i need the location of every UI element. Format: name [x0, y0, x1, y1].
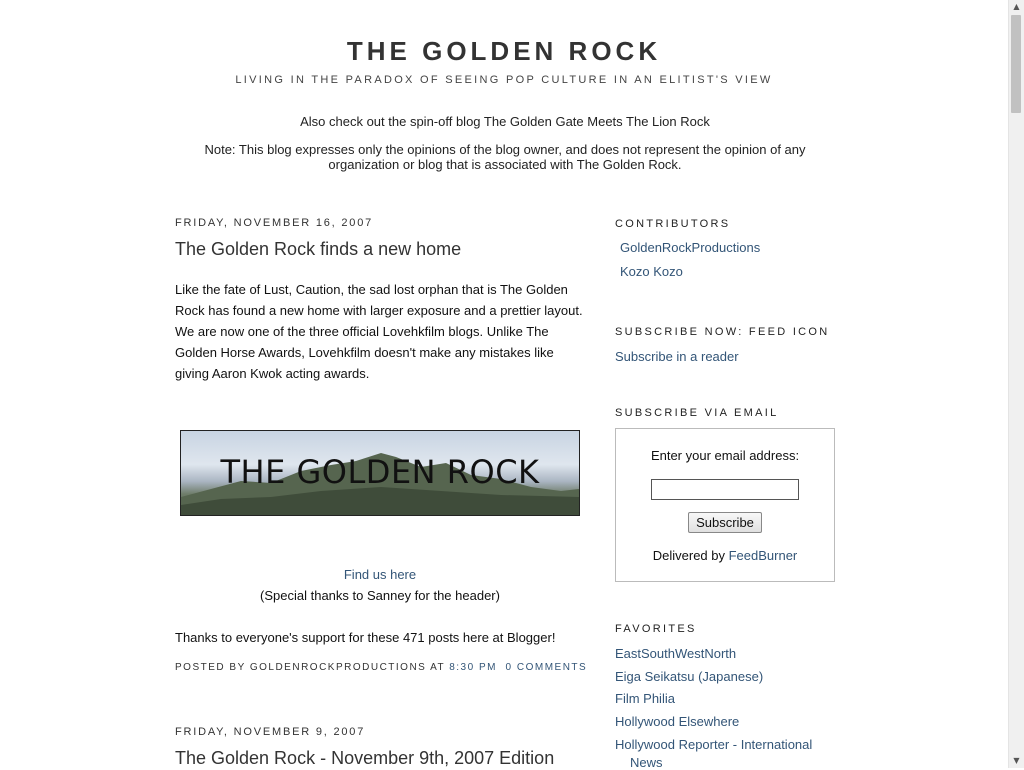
blog-description: LIVING IN THE PARADOX OF SEEING POP CULTURE IN AN ELITIST'S VIEW	[235, 74, 773, 86]
vertical-scrollbar[interactable]	[1008, 0, 1024, 768]
favorite-link[interactable]: Hollywood Elsewhere	[615, 714, 740, 729]
favorite-link-continued[interactable]: News	[630, 755, 663, 770]
spinoff-line	[0, 114, 1010, 129]
scrollbar-thumb[interactable]	[1011, 15, 1021, 113]
post-footer	[175, 662, 587, 673]
arrow-up-icon[interactable]: ▲	[1013, 2, 1020, 11]
header-banner-image	[180, 430, 580, 516]
post-title-2[interactable]: The Golden Rock - November 9th, 2007 Edition	[175, 748, 555, 768]
feed-heading: SUBSCRIBE NOW: FEED ICON	[615, 326, 830, 338]
post-body: Like the fate of Lust, Caution, the sad lost orphan that is The Golden Rock has found a new home with larger exposure and a prettier layout. We are now one of the three official Lovehkfilm blogs. Unlike The Golden Horse Awards, Lovehkfilm doesn't make any mistakes like giving Aaron Kwok acting awards.	[175, 282, 583, 381]
post-date-header-2: FRIDAY, NOVEMBER 9, 2007	[175, 726, 366, 738]
favorite-link[interactable]: Film Philia	[615, 691, 675, 706]
disclaimer-note: Note: This blog expresses only the opinions of the blog owner, and does not represent the opinion of any organization or blog that is associated with The Golden Rock.	[204, 142, 806, 172]
contributor-link[interactable]: GoldenRockProductions	[620, 240, 761, 255]
spinoff-prefix: Also check out the spin-off blog	[300, 114, 484, 129]
email-heading: SUBSCRIBE VIA EMAIL	[615, 407, 779, 419]
email-subscribe-form	[615, 428, 835, 582]
post-date-header: FRIDAY, NOVEMBER 16, 2007	[175, 217, 374, 229]
favorite-link[interactable]: Eiga Seikatsu (Japanese)	[615, 669, 764, 684]
thanks-posts: Thanks to everyone's support for these 471 posts here at Blogger!	[175, 630, 556, 645]
favorite-link[interactable]: Hollywood Reporter - International	[615, 737, 813, 752]
contributor-link[interactable]: Kozo Kozo	[620, 264, 683, 279]
delivered-by	[616, 548, 834, 563]
favorite-link[interactable]: EastSouthWestNorth	[615, 646, 737, 661]
post-time-link[interactable]: 8:30 PM	[449, 662, 497, 673]
arrow-down-icon[interactable]: ▼	[1013, 756, 1020, 765]
blog-title[interactable]: THE GOLDEN ROCK	[346, 36, 662, 66]
find-us-link-text[interactable]: Find us here	[343, 567, 417, 582]
subscribe-reader-link[interactable]: Subscribe in a reader	[615, 349, 739, 364]
delivered-by-label: Delivered by	[652, 548, 729, 563]
email-label: Enter your email address:	[650, 448, 800, 463]
header-thanks: (Special thanks to Sanney for the header)	[260, 588, 500, 603]
find-us-link[interactable]	[175, 567, 585, 582]
email-input[interactable]	[651, 479, 799, 500]
favorites-heading: FAVORITES	[615, 623, 697, 635]
banner-title: THE GOLDEN ROCK	[220, 453, 540, 491]
posted-by: POSTED BY GOLDENROCKPRODUCTIONS AT	[175, 662, 450, 673]
post-title[interactable]: The Golden Rock finds a new home	[175, 239, 462, 259]
contributors-heading: CONTRIBUTORS	[615, 218, 731, 230]
feedburner-link[interactable]: FeedBurner	[728, 548, 798, 563]
subscribe-button[interactable]: Subscribe	[688, 512, 762, 533]
comments-link[interactable]: 0 COMMENTS	[505, 662, 588, 673]
spinoff-link[interactable]: The Golden Gate Meets The Lion Rock	[483, 114, 710, 129]
